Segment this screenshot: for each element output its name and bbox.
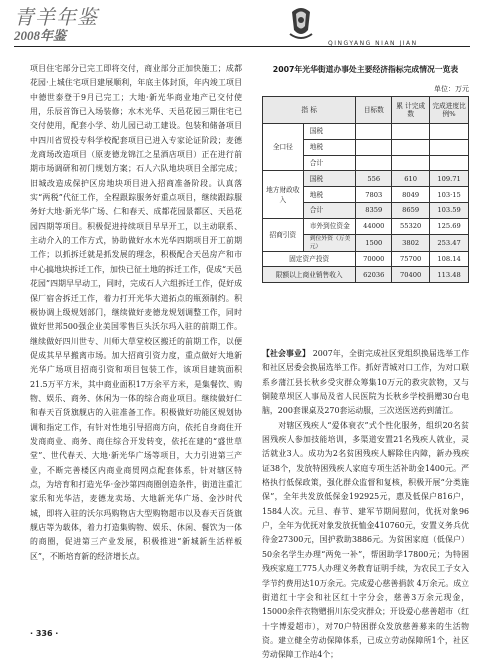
table-row (263, 251, 469, 267)
row-group-label: 全口径 (263, 124, 304, 171)
row-item: 到位外资（万美元） (303, 234, 356, 251)
section-label: 【社会事业】 (262, 349, 311, 358)
row-item: 国税 (303, 171, 356, 187)
row-group-label: 招商引资 (263, 218, 304, 251)
cell-done: 70400 (392, 267, 430, 283)
cell-ratio (430, 155, 469, 171)
table-header-row (263, 97, 469, 124)
row-group-label: 固定资产投资 (263, 251, 356, 267)
cell-done: 55320 (392, 218, 430, 234)
row-group-label: 地方财政收入 (263, 171, 304, 218)
header-target: 目标数 (356, 97, 392, 124)
economic-indicators-table (262, 96, 469, 283)
table-title: 2007年光华街道办事处主要经济指标完成情况一览表 (272, 65, 459, 74)
header-divider (14, 46, 470, 47)
table-row (263, 171, 469, 187)
cell-target: 7803 (356, 187, 392, 203)
cell-done (392, 139, 430, 155)
table-unit: 单位：万元 (434, 85, 469, 93)
cell-done (392, 155, 430, 171)
table-row (263, 218, 469, 234)
paragraph-text: 2007年，全街完成社区党组织换届选举工作和社区居委会换届选举工作。抓好青城对口工作，为对口联系乡蒲江县长秋乡受灾群众筹集10万元的救灾款物，又与铜陵草坝区人事局及省人民医院为长秋乡学校捐赠30台电脑，200套课桌及270套运动服，三次送医送药到蒲江。 (262, 349, 469, 416)
emblem-icon (284, 2, 318, 42)
cell-ratio: 113.48 (430, 267, 469, 283)
cell-ratio: 125.69 (430, 218, 469, 234)
header-ratio: 完成进度比例% (430, 97, 469, 124)
row-item: 地税 (303, 139, 356, 155)
cell-done: 75700 (392, 251, 430, 267)
cell-target: 62036 (356, 267, 392, 283)
cell-target: 70000 (356, 251, 392, 267)
page-number: · 336 · (30, 629, 59, 638)
cell-target (356, 124, 392, 140)
cell-ratio: 103·15 (430, 187, 469, 203)
yearbook-logo (14, 8, 98, 42)
row-item: 市外到位资金 (303, 218, 356, 234)
logo-title: 青羊年鉴 (14, 7, 98, 29)
page-header (0, 0, 480, 50)
cell-ratio: 103.59 (430, 202, 469, 218)
cell-target: 44000 (356, 218, 392, 234)
header-latin-title: QINGYANG NIAN JIAN (328, 40, 418, 47)
cell-ratio: 109.71 (430, 171, 469, 187)
header-indicator: 指 标 (263, 97, 356, 124)
cell-target: 8359 (356, 202, 392, 218)
cell-target (356, 139, 392, 155)
cell-ratio: 108.14 (430, 251, 469, 267)
cell-done: 8659 (392, 202, 430, 218)
row-group-label: 限额以上商业销售收入 (263, 267, 356, 283)
left-text-column (30, 62, 242, 561)
row-item: 合计 (303, 155, 356, 171)
cell-ratio (430, 139, 469, 155)
cell-ratio (430, 124, 469, 140)
row-item: 合计 (303, 202, 356, 218)
disability-paragraph (262, 419, 469, 663)
cell-target (356, 155, 392, 171)
cell-ratio: 253.47 (430, 234, 469, 251)
table-row (263, 267, 469, 283)
cell-done (392, 124, 430, 140)
header-done: 累 计完成数 (392, 97, 430, 124)
logo-year: 2008年鉴 (14, 28, 67, 43)
body-paragraph: 项目住宅部分已完工即将交付，商业部分正加快施工；成都花园·上城住宅项目建展顺利，年底主体封顶，年内竣工项目中德世泰登于9月已完工；大地·新光华商业地产已交付使用，乐辰首饰已入场装修；水木光华、天邑花园三期住宅已交付使用，配套小学、幼儿园已动工建设。包装和储备项目中四川省贸投专科学校配套项目已进入专家论证阶段；麦德龙商场改造项目（原麦德龙锦江之星酒店项目）正在进行前期市场调研和初门规划方案；石人六队地块项目全部完成；旧城改造成保护区房地块项目进入招商准备阶段。认真落实“两税”代征工作，全程跟踪服务好重点项目，继续跟踪服务好大地·新光华广场、仁和春天、成都花园景都区、天邑花园四期等项目。积极促进持续项目早早开工，以主动联系、主动介入的工作方式，协助做好水木光华四期项目开工前期工作；以抓拆迁就是抓发展的理念，积极配合天邑房产和市中心搞地块拆迁工作，加快已征土地的拆迁工作，促成“天邑花园”四期早早动工，同时，完成石人六组拆迁工作，促好成保厂宿舍拆迁工作，着力打开光华大道拓点的瓶颈制约。积极协调上级规划部门，继续做好麦德龙规划调整工作，同时做好世邦500强企业美国零售巨头沃尔玛入驻的前期工作。继续做好四川世专、川师大草堂校区搬迁的前期工作，以便促成其早早搬离市场。加大招商引资力度，重点做好大地新光华广场项目招商引资和项目包装工作，该项目建筑面积21.5万平方米，其中商业面积17万余平方米，是集餐饮、购物、娱乐、商务、休闲为一体的综合商业项目。继续做好仁和春天百货旗舰店的入驻准备工作。积极做好功能区规划协调和指定工作，有针对性地引导招商方向，依托自身商住开发商商业、商务、商住综合开发转变，依托在建的“盛世草堂”、世代春天、大地·新光华广场等项目，大力引进第三产业，不断完善楼区内商业商贸网点配套体系，针对辖区特点，为培育和打造光华·金沙第四商圈创造条件，街道注重汇家乐和光华洁，麦德龙卖场、大地新光华广场、金沙时代城，即将入驻的沃尔玛购物店大型购物超市以及春天百货旗舰店等为载体，着力打造集购物、娱乐、休闲、餐饮为一体的商圈，促进第三产业发展，积极推进“新城新生活样板区”，不断培育新的经济增长点。 (30, 64, 242, 561)
social-affairs-paragraph (262, 347, 469, 419)
cell-done: 8049 (392, 187, 430, 203)
row-item: 地税 (303, 187, 356, 203)
row-item: 国税 (303, 124, 356, 140)
cell-done: 610 (392, 171, 430, 187)
right-text-column (262, 347, 469, 660)
paragraph-text: 对辖区残疾人“爱体衰衣”式个性化服务，组织20名贫困残疾人参加技能培训，多渠道安置21名残疾人就业，灵活就业3人。成功为2名贫困残疾人解除住内障，新办残疾证38个，发放特困残疾人家庭专项生活补助金1400元。严格执行低保政策，强化群众监督和复核，积极开展“分类施保”，全年共发放低保金192925元，惠及低保户816户，1584人次。元旦、春节、建军节期间慰问，优抚对象96户，全年为优抚对象发放抚恤金410760元，安置义务兵优待金27300元，国护救助3886元。为贫困家庭（低保户）50余名学生办理“两免一补”，帮困助学17800元；为特困残疾家庭工775人办理义务教育证明手续，为农民工子女入学节约费用达10万余元。完成爱心慈善捐款 4万余元。成立街道红十字会和社区红十字分会，慈善3万余元现金，15000余件衣物赠捐川东受灾群众；开设爱心慈善超市（红十字博爱超市），对70户特困群众发放慈善募来的生活物资。建立健全劳动保障体系，已成立劳动保障所1个，社区劳动保障工作站4个； (262, 420, 469, 660)
cell-target: 1500 (356, 234, 392, 251)
table-row (263, 124, 469, 140)
cell-target: 556 (356, 171, 392, 187)
cell-done: 3802 (392, 234, 430, 251)
